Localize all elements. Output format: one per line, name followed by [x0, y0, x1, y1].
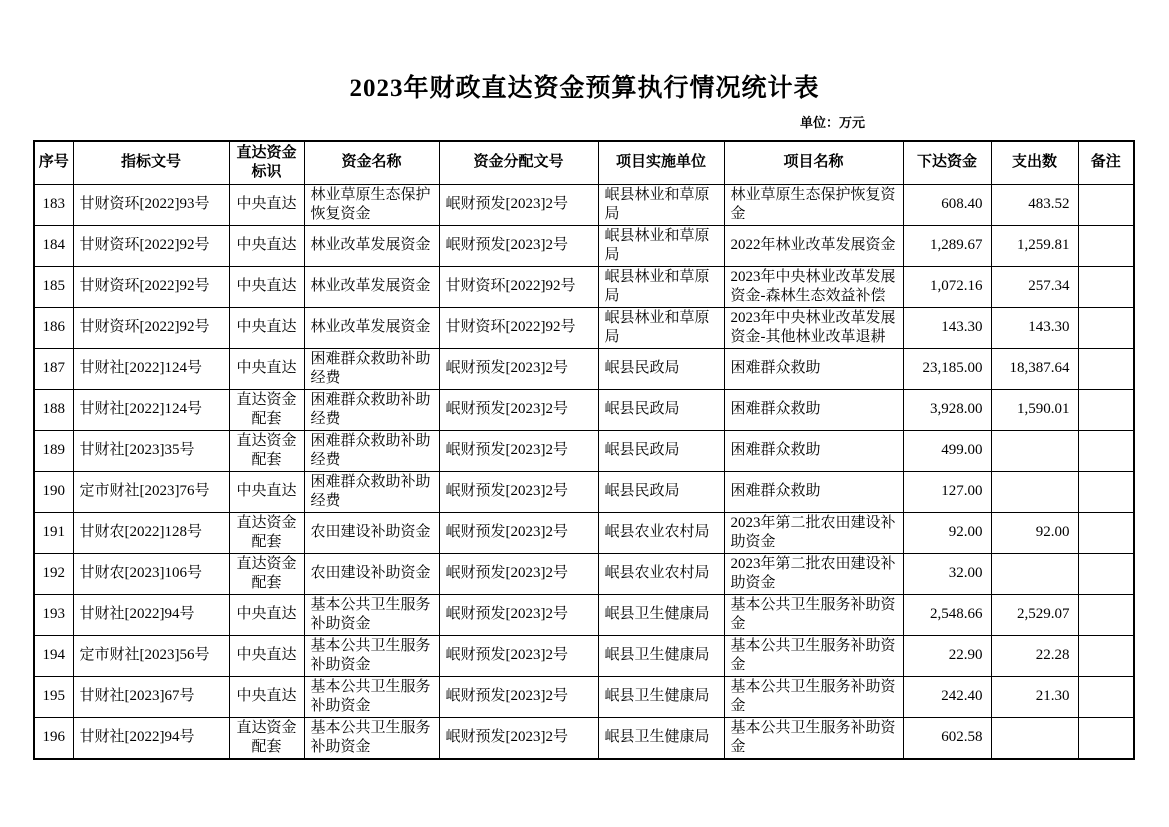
cell-expenditure: 143.30	[991, 307, 1078, 348]
cell-direct_fund_flag: 中央直达	[229, 635, 304, 676]
cell-allocation_doc_no: 甘财资环[2022]92号	[439, 266, 598, 307]
cell-seq: 194	[34, 635, 73, 676]
cell-remarks	[1078, 348, 1134, 389]
cell-implementing_unit: 岷县卫生健康局	[598, 594, 724, 635]
cell-expenditure: 92.00	[991, 512, 1078, 553]
cell-project_name: 困难群众救助	[724, 471, 903, 512]
cell-project_name: 基本公共卫生服务补助资金	[724, 676, 903, 717]
table-row	[34, 676, 1134, 717]
cell-implementing_unit: 岷县农业农村局	[598, 512, 724, 553]
cell-issued_amount: 602.58	[903, 717, 991, 759]
cell-issued_amount: 608.40	[903, 184, 991, 225]
column-header-project_name: 项目名称	[724, 141, 903, 184]
cell-issued_amount: 3,928.00	[903, 389, 991, 430]
cell-expenditure: 2,529.07	[991, 594, 1078, 635]
cell-project_name: 困难群众救助	[724, 430, 903, 471]
cell-implementing_unit: 岷县卫生健康局	[598, 635, 724, 676]
table-row	[34, 184, 1134, 225]
cell-fund_name: 困难群众救助补助经费	[304, 471, 439, 512]
cell-allocation_doc_no: 岷财预发[2023]2号	[439, 430, 598, 471]
cell-project_name: 基本公共卫生服务补助资金	[724, 717, 903, 759]
cell-implementing_unit: 岷县林业和草原局	[598, 184, 724, 225]
cell-expenditure	[991, 717, 1078, 759]
cell-indicator_doc_no: 定市财社[2023]76号	[73, 471, 229, 512]
cell-fund_name: 林业改革发展资金	[304, 225, 439, 266]
cell-remarks	[1078, 676, 1134, 717]
cell-fund_name: 农田建设补助资金	[304, 512, 439, 553]
cell-allocation_doc_no: 岷财预发[2023]2号	[439, 184, 598, 225]
cell-fund_name: 林业草原生态保护恢复资金	[304, 184, 439, 225]
cell-remarks	[1078, 553, 1134, 594]
cell-expenditure: 1,590.01	[991, 389, 1078, 430]
statistics-table	[33, 140, 1135, 760]
cell-project_name: 困难群众救助	[724, 389, 903, 430]
cell-project_name: 林业草原生态保护恢复资金	[724, 184, 903, 225]
cell-implementing_unit: 岷县卫生健康局	[598, 717, 724, 759]
cell-indicator_doc_no: 甘财社[2022]124号	[73, 389, 229, 430]
cell-direct_fund_flag: 中央直达	[229, 266, 304, 307]
cell-seq: 193	[34, 594, 73, 635]
cell-indicator_doc_no: 定市财社[2023]56号	[73, 635, 229, 676]
table-row	[34, 430, 1134, 471]
cell-expenditure: 1,259.81	[991, 225, 1078, 266]
cell-project_name: 基本公共卫生服务补助资金	[724, 594, 903, 635]
column-header-direct_fund_flag: 直达资金标识	[229, 141, 304, 184]
table-row	[34, 635, 1134, 676]
cell-issued_amount: 1,289.67	[903, 225, 991, 266]
header-row	[34, 141, 1134, 184]
table-row	[34, 512, 1134, 553]
cell-indicator_doc_no: 甘财社[2022]94号	[73, 594, 229, 635]
cell-remarks	[1078, 471, 1134, 512]
cell-implementing_unit: 岷县林业和草原局	[598, 307, 724, 348]
cell-issued_amount: 92.00	[903, 512, 991, 553]
cell-direct_fund_flag: 中央直达	[229, 676, 304, 717]
column-header-seq: 序号	[34, 141, 73, 184]
cell-allocation_doc_no: 岷财预发[2023]2号	[439, 717, 598, 759]
table-row	[34, 389, 1134, 430]
cell-project_name: 2022年林业改革发展资金	[724, 225, 903, 266]
cell-remarks	[1078, 430, 1134, 471]
cell-direct_fund_flag: 中央直达	[229, 471, 304, 512]
cell-issued_amount: 127.00	[903, 471, 991, 512]
cell-allocation_doc_no: 岷财预发[2023]2号	[439, 594, 598, 635]
cell-expenditure	[991, 553, 1078, 594]
table-row	[34, 225, 1134, 266]
cell-allocation_doc_no: 甘财资环[2022]92号	[439, 307, 598, 348]
cell-implementing_unit: 岷县林业和草原局	[598, 266, 724, 307]
column-header-allocation_doc_no: 资金分配文号	[439, 141, 598, 184]
cell-allocation_doc_no: 岷财预发[2023]2号	[439, 676, 598, 717]
cell-issued_amount: 1,072.16	[903, 266, 991, 307]
unit-label: 单位：万元	[800, 115, 866, 130]
cell-direct_fund_flag: 中央直达	[229, 184, 304, 225]
cell-indicator_doc_no: 甘财资环[2022]93号	[73, 184, 229, 225]
cell-allocation_doc_no: 岷财预发[2023]2号	[439, 471, 598, 512]
cell-allocation_doc_no: 岷财预发[2023]2号	[439, 389, 598, 430]
cell-allocation_doc_no: 岷财预发[2023]2号	[439, 225, 598, 266]
cell-seq: 184	[34, 225, 73, 266]
cell-direct_fund_flag: 中央直达	[229, 348, 304, 389]
table-row	[34, 553, 1134, 594]
cell-fund_name: 基本公共卫生服务补助资金	[304, 676, 439, 717]
cell-expenditure: 257.34	[991, 266, 1078, 307]
column-header-implementing_unit: 项目实施单位	[598, 141, 724, 184]
cell-issued_amount: 32.00	[903, 553, 991, 594]
cell-remarks	[1078, 266, 1134, 307]
cell-fund_name: 困难群众救助补助经费	[304, 430, 439, 471]
cell-issued_amount: 2,548.66	[903, 594, 991, 635]
cell-remarks	[1078, 717, 1134, 759]
table-header	[34, 141, 1134, 184]
cell-direct_fund_flag: 直达资金配套	[229, 389, 304, 430]
cell-expenditure: 22.28	[991, 635, 1078, 676]
cell-direct_fund_flag: 中央直达	[229, 307, 304, 348]
cell-indicator_doc_no: 甘财社[2022]124号	[73, 348, 229, 389]
cell-seq: 188	[34, 389, 73, 430]
cell-direct_fund_flag: 直达资金配套	[229, 512, 304, 553]
cell-fund_name: 基本公共卫生服务补助资金	[304, 635, 439, 676]
table-row	[34, 307, 1134, 348]
cell-seq: 191	[34, 512, 73, 553]
cell-indicator_doc_no: 甘财资环[2022]92号	[73, 307, 229, 348]
page-title: 2023年财政直达资金预算执行情况统计表	[349, 75, 820, 102]
cell-seq: 192	[34, 553, 73, 594]
cell-seq: 183	[34, 184, 73, 225]
cell-remarks	[1078, 184, 1134, 225]
cell-seq: 189	[34, 430, 73, 471]
column-header-indicator_doc_no: 指标文号	[73, 141, 229, 184]
cell-indicator_doc_no: 甘财社[2022]94号	[73, 717, 229, 759]
column-header-expenditure: 支出数	[991, 141, 1078, 184]
table-body	[34, 184, 1134, 759]
cell-project_name: 2023年第二批农田建设补助资金	[724, 553, 903, 594]
cell-seq: 190	[34, 471, 73, 512]
cell-implementing_unit: 岷县农业农村局	[598, 553, 724, 594]
cell-direct_fund_flag: 直达资金配套	[229, 553, 304, 594]
cell-project_name: 困难群众救助	[724, 348, 903, 389]
column-header-remarks: 备注	[1078, 141, 1134, 184]
cell-implementing_unit: 岷县林业和草原局	[598, 225, 724, 266]
cell-remarks	[1078, 635, 1134, 676]
cell-direct_fund_flag: 中央直达	[229, 225, 304, 266]
cell-seq: 187	[34, 348, 73, 389]
cell-project_name: 2023年中央林业改革发展资金-森林生态效益补偿	[724, 266, 903, 307]
table-row	[34, 471, 1134, 512]
cell-expenditure	[991, 471, 1078, 512]
cell-fund_name: 农田建设补助资金	[304, 553, 439, 594]
cell-direct_fund_flag: 直达资金配套	[229, 717, 304, 759]
table-row	[34, 594, 1134, 635]
cell-issued_amount: 143.30	[903, 307, 991, 348]
cell-fund_name: 困难群众救助补助经费	[304, 348, 439, 389]
cell-fund_name: 林业改革发展资金	[304, 307, 439, 348]
cell-seq: 195	[34, 676, 73, 717]
cell-indicator_doc_no: 甘财资环[2022]92号	[73, 266, 229, 307]
cell-indicator_doc_no: 甘财社[2023]35号	[73, 430, 229, 471]
table-row	[34, 717, 1134, 759]
cell-expenditure: 18,387.64	[991, 348, 1078, 389]
cell-implementing_unit: 岷县民政局	[598, 430, 724, 471]
cell-project_name: 基本公共卫生服务补助资金	[724, 635, 903, 676]
cell-direct_fund_flag: 中央直达	[229, 594, 304, 635]
cell-allocation_doc_no: 岷财预发[2023]2号	[439, 635, 598, 676]
cell-indicator_doc_no: 甘财农[2023]106号	[73, 553, 229, 594]
column-header-fund_name: 资金名称	[304, 141, 439, 184]
cell-implementing_unit: 岷县民政局	[598, 471, 724, 512]
table-row	[34, 348, 1134, 389]
cell-allocation_doc_no: 岷财预发[2023]2号	[439, 512, 598, 553]
cell-remarks	[1078, 307, 1134, 348]
cell-allocation_doc_no: 岷财预发[2023]2号	[439, 553, 598, 594]
cell-fund_name: 困难群众救助补助经费	[304, 389, 439, 430]
cell-fund_name: 林业改革发展资金	[304, 266, 439, 307]
cell-direct_fund_flag: 直达资金配套	[229, 430, 304, 471]
cell-project_name: 2023年中央林业改革发展资金-其他林业改革退耕	[724, 307, 903, 348]
cell-issued_amount: 242.40	[903, 676, 991, 717]
cell-remarks	[1078, 389, 1134, 430]
table-row	[34, 266, 1134, 307]
cell-expenditure: 483.52	[991, 184, 1078, 225]
cell-seq: 196	[34, 717, 73, 759]
cell-implementing_unit: 岷县卫生健康局	[598, 676, 724, 717]
cell-expenditure: 21.30	[991, 676, 1078, 717]
cell-issued_amount: 499.00	[903, 430, 991, 471]
cell-indicator_doc_no: 甘财农[2022]128号	[73, 512, 229, 553]
cell-issued_amount: 23,185.00	[903, 348, 991, 389]
cell-remarks	[1078, 225, 1134, 266]
cell-indicator_doc_no: 甘财资环[2022]92号	[73, 225, 229, 266]
cell-seq: 186	[34, 307, 73, 348]
cell-remarks	[1078, 594, 1134, 635]
cell-project_name: 2023年第二批农田建设补助资金	[724, 512, 903, 553]
cell-issued_amount: 22.90	[903, 635, 991, 676]
column-header-issued_amount: 下达资金	[903, 141, 991, 184]
cell-implementing_unit: 岷县民政局	[598, 389, 724, 430]
cell-fund_name: 基本公共卫生服务补助资金	[304, 717, 439, 759]
cell-seq: 185	[34, 266, 73, 307]
cell-expenditure	[991, 430, 1078, 471]
cell-implementing_unit: 岷县民政局	[598, 348, 724, 389]
cell-remarks	[1078, 512, 1134, 553]
cell-fund_name: 基本公共卫生服务补助资金	[304, 594, 439, 635]
cell-allocation_doc_no: 岷财预发[2023]2号	[439, 348, 598, 389]
cell-indicator_doc_no: 甘财社[2023]67号	[73, 676, 229, 717]
